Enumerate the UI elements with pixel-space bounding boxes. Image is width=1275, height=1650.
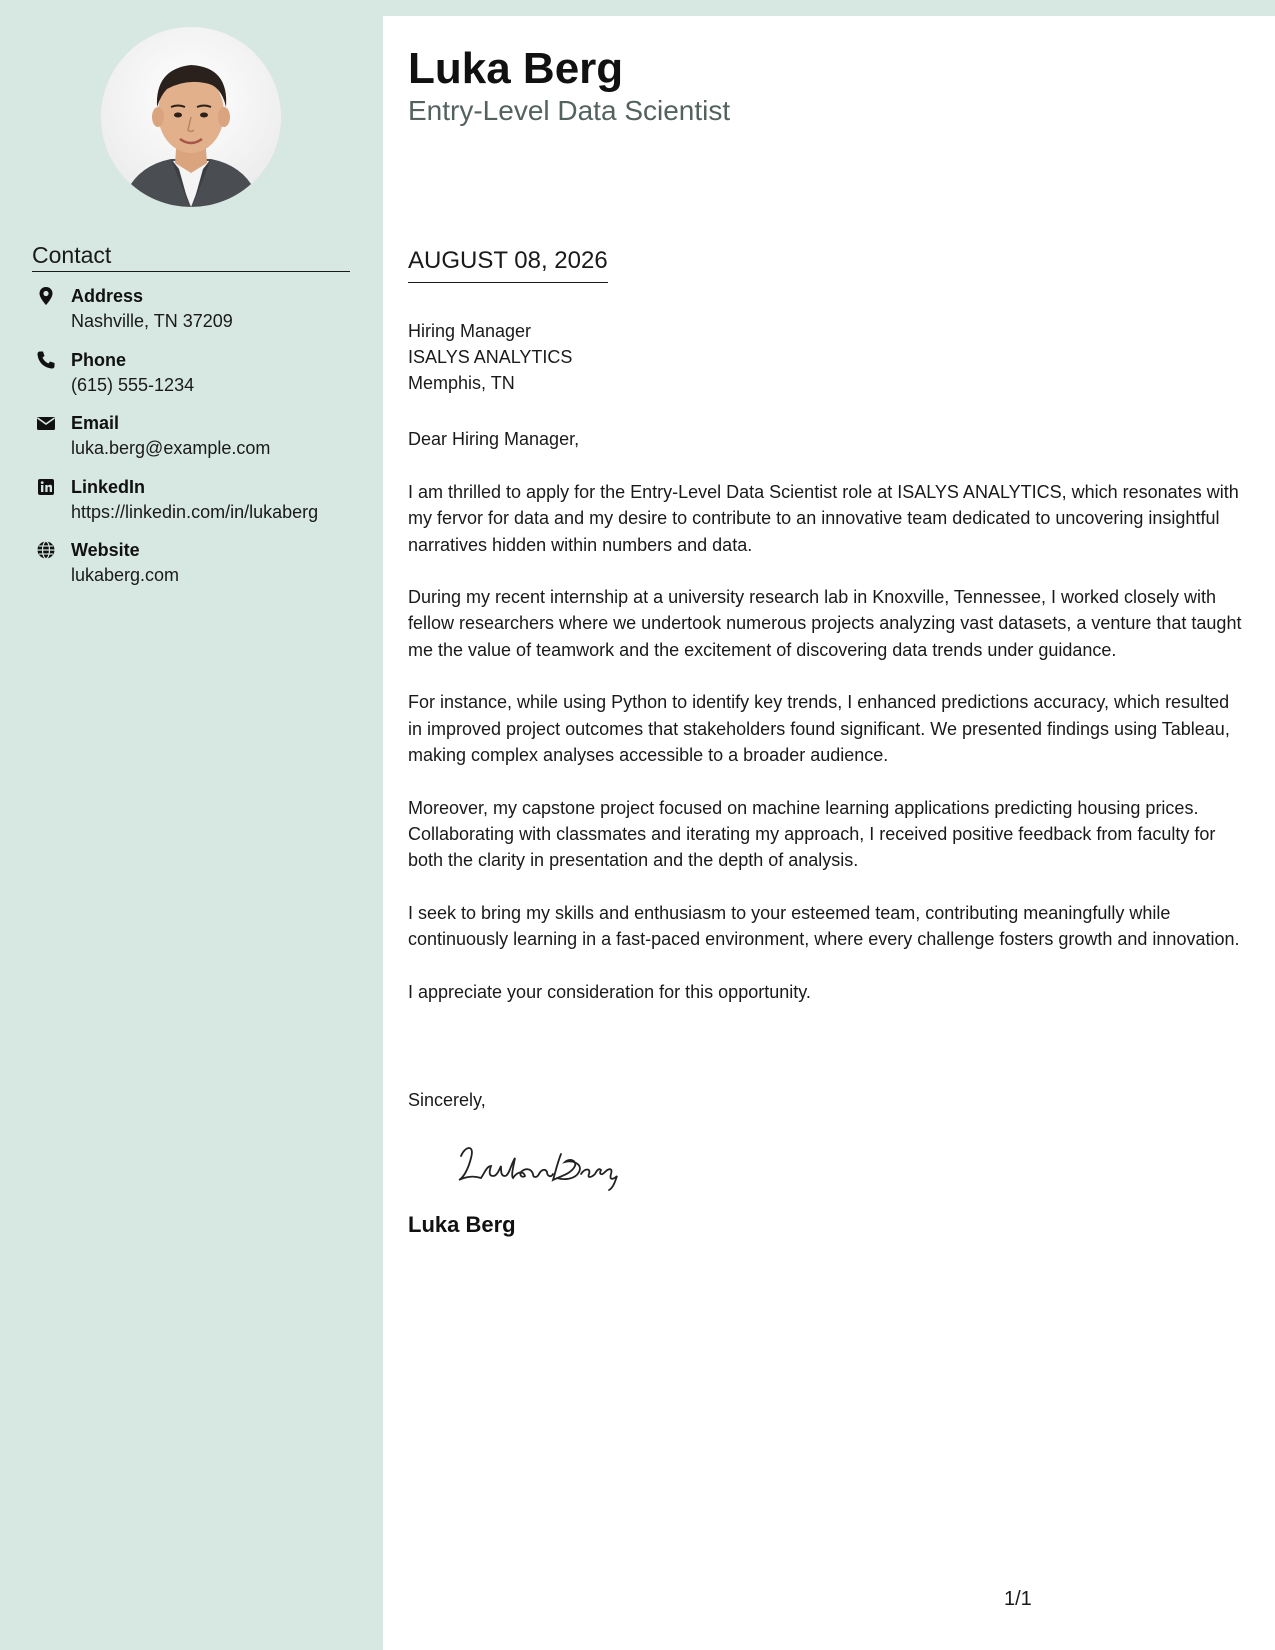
- contact-label: Email: [71, 413, 120, 433]
- letter-main: [383, 16, 1275, 1650]
- map-pin-icon: [36, 286, 56, 306]
- contact-heading: Contact: [32, 241, 350, 272]
- contact-item-website: [32, 538, 377, 602]
- letter-paragraph: For instance, while using Python to identify key trends, I enhanced predictions accuracy, which resulted in improved project outcomes that stakeholders found significant. We presented findings using Tableau, making complex analyses accessible to a broader audience.: [408, 692, 1230, 765]
- linkedin-icon: [36, 477, 56, 497]
- contact-label: LinkedIn: [71, 476, 146, 497]
- applicant-title: Entry-Level Data Scientist: [408, 95, 731, 126]
- address-value: Nashville, TN 37209: [71, 311, 233, 331]
- contact-list: [32, 284, 377, 602]
- globe-icon: [36, 540, 56, 560]
- linkedin-value[interactable]: https://linkedin.com/in/lukaberg: [71, 501, 319, 522]
- website-value[interactable]: lukaberg.com: [71, 565, 180, 585]
- phone-icon: [36, 350, 56, 370]
- letter-paragraph: During my recent internship at a university research lab in Knoxville, Tennessee, I worked closely with fellow researchers where we undertook numerous projects analyzing vast datasets, a venture that taught me the value of teamwork and the excitement of discovering data trends under guidance.: [408, 587, 1242, 660]
- recipient-line: Memphis, TN: [408, 373, 515, 393]
- letter-paragraph: I seek to bring my skills and enthusiasm to your esteemed team, contributing meaningfully while continuously learning in a fast-paced environment, where every challenge fosters growth and innovation.: [408, 902, 1240, 950]
- handwritten-signature: [453, 1136, 633, 1196]
- contact-item-linkedin: [32, 475, 377, 539]
- letter-paragraph: I appreciate your consideration for this opportunity.: [408, 981, 811, 1002]
- phone-value[interactable]: (615) 555-1234: [71, 374, 195, 395]
- contact-item-email: [32, 411, 377, 475]
- contact-item-address: [32, 284, 377, 348]
- salutation: Dear Hiring Manager,: [408, 429, 580, 449]
- closing: Sincerely,: [408, 1090, 486, 1110]
- contact-label: Phone: [71, 349, 127, 370]
- recipient-line: ISALYS ANALYTICS: [408, 347, 573, 367]
- contact-item-phone: [32, 348, 377, 412]
- applicant-name: Luka Berg: [408, 44, 624, 93]
- profile-photo: [101, 27, 281, 207]
- contact-label: Website: [71, 540, 140, 560]
- letter-body: [408, 479, 1248, 1031]
- page-number: 1/1: [1004, 1588, 1032, 1610]
- email-value[interactable]: luka.berg@example.com: [71, 438, 271, 458]
- sidebar: [0, 0, 383, 1650]
- contact-label: Address: [71, 286, 144, 306]
- envelope-icon: [36, 413, 56, 433]
- letter-date: AUGUST 08, 2026: [408, 244, 608, 283]
- recipient-block: [408, 318, 572, 396]
- signer-name: Luka Berg: [408, 1212, 516, 1237]
- recipient-line: Hiring Manager: [408, 321, 532, 341]
- letter-paragraph: I am thrilled to apply for the Entry-Level Data Scientist role at ISALYS ANALYTICS, which resonates with my fervor for data and my desire to contribute to an innovative team dedicated to uncovering insightful narratives hidden within numbers and data.: [408, 482, 1239, 555]
- letter-paragraph: Moreover, my capstone project focused on machine learning applications predicting housing prices. Collaborating with classmates and iterating my approach, I received positive feedback from faculty for both the clarity in presentation and the depth of analysis.: [408, 797, 1216, 871]
